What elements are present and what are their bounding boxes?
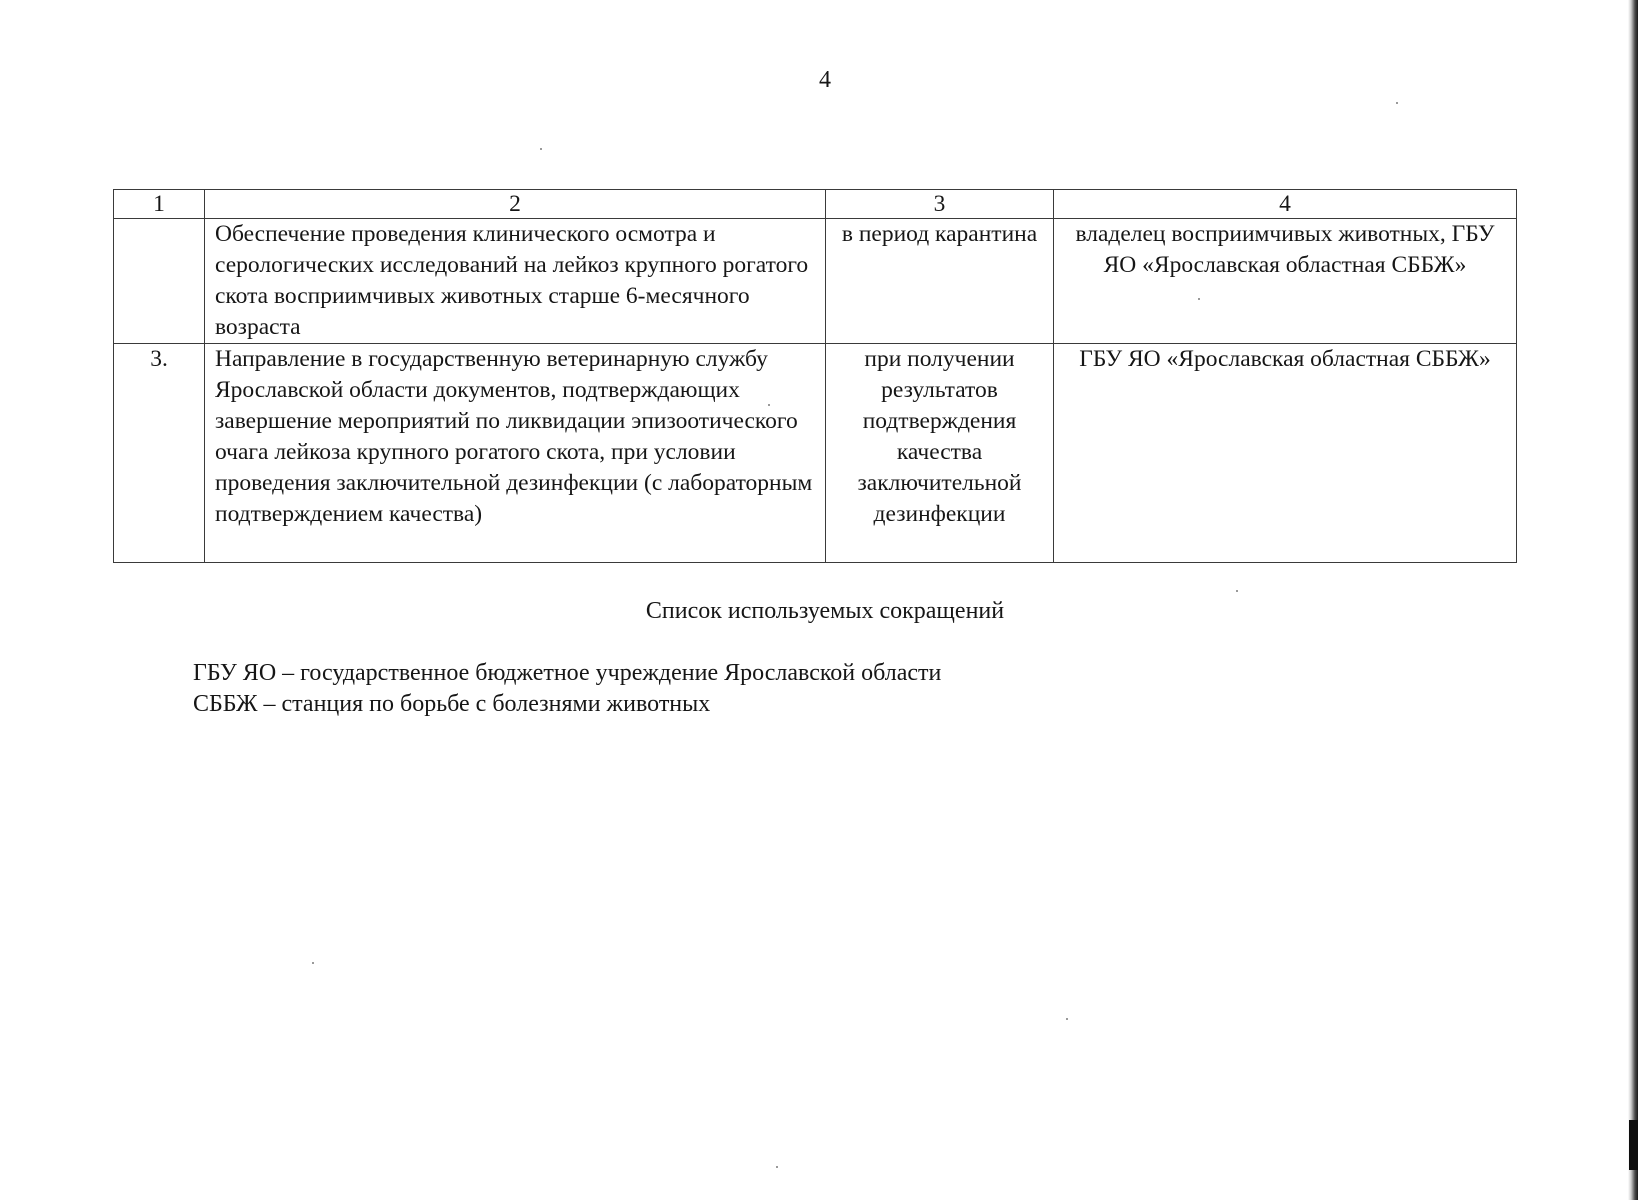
page-number: 4 — [819, 67, 831, 93]
scan-speck — [312, 962, 314, 964]
row-responsible: ГБУ ЯО «Ярославская областная СББЖ» — [1054, 344, 1517, 563]
table-header-row — [114, 190, 1517, 219]
row-timing: в период карантина — [826, 219, 1054, 344]
abbreviations-title: Список используемых сокращений — [645, 598, 1005, 624]
row-number — [114, 219, 205, 344]
scan-speck — [540, 148, 542, 150]
measures-table — [113, 189, 1517, 563]
scan-speck — [1066, 1018, 1068, 1020]
scan-speck — [1396, 102, 1398, 104]
row-action: Обеспечение проведения клинического осмотра и серологических исследований на лейкоз крупного рогатого скота восприимчивых животных старше 6-месячного возраста — [205, 219, 826, 344]
header-cell-4: 4 — [1054, 190, 1517, 219]
scan-edge-shadow — [1628, 0, 1638, 1200]
abbreviation-item: ГБУ ЯО – государственное бюджетное учреждение Ярославской области — [193, 660, 942, 686]
abbreviation-item: СББЖ – станция по борьбе с болезнями животных — [193, 691, 711, 717]
header-cell-1: 1 — [114, 190, 205, 219]
header-cell-3: 3 — [826, 190, 1054, 219]
header-cell-2: 2 — [205, 190, 826, 219]
row-responsible: владелец восприимчивых животных, ГБУ ЯО «Ярославская областная СББЖ» — [1054, 219, 1517, 344]
scan-speck — [776, 1166, 778, 1168]
scan-edge-mark — [1629, 1120, 1638, 1170]
row-action: Направление в государственную ветеринарную службу Ярославской области документов, подтверждающих завершение мероприятий по ликвидации эпизоотического очага лейкоза крупного рогатого скота, при условии проведения заключительной дезинфекции (с лабораторным подтверждением качества) — [205, 344, 826, 563]
scan-speck — [1198, 298, 1200, 300]
row-number: 3. — [114, 344, 205, 563]
scan-speck — [768, 404, 770, 406]
table-row — [114, 344, 1517, 563]
row-timing: при получении результатов подтверждения качества заключительной дезинфекции — [826, 344, 1054, 563]
scan-speck — [1236, 590, 1238, 592]
abbreviations-list — [193, 658, 941, 720]
table-row — [114, 219, 1517, 344]
